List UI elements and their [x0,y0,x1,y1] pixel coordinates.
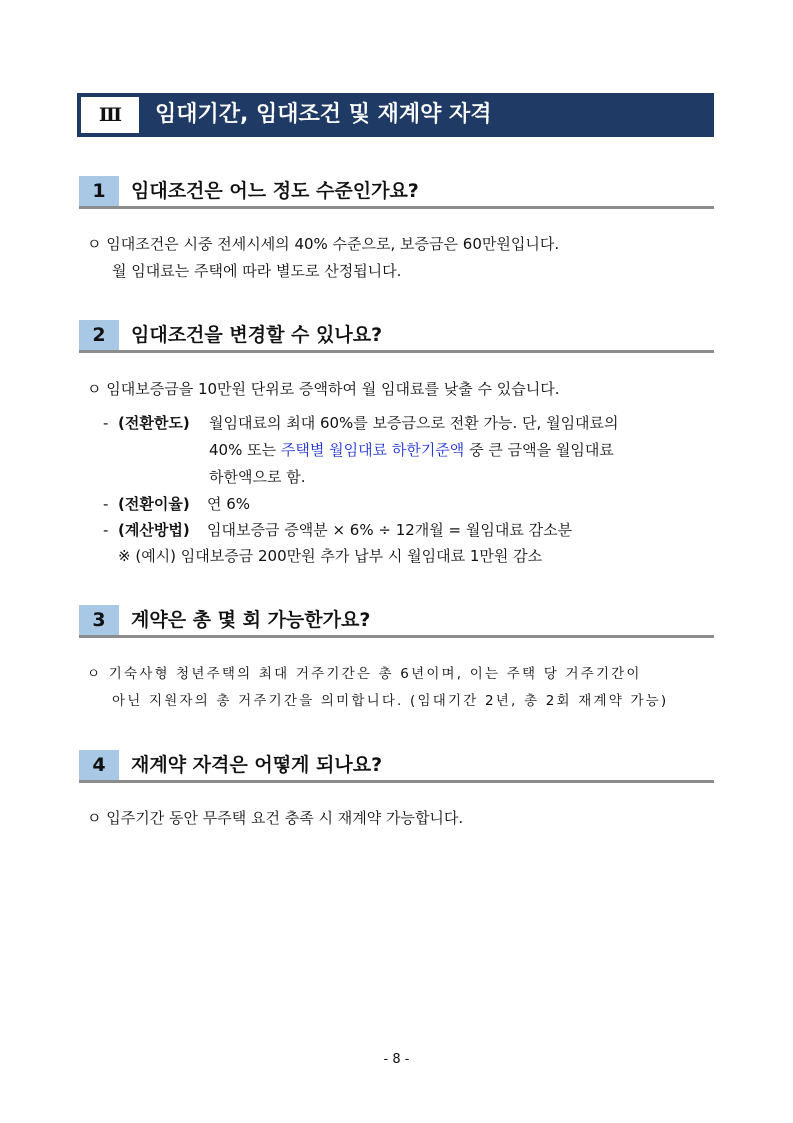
limit-text-highlight: 주택별 월임대료 하한기준액 [280,441,465,459]
chapter-number: Ⅲ [81,97,139,133]
limit-text-2b: 중 큰 금액을 월임대료 [469,441,614,459]
section-4-header [79,750,714,783]
section-1-line-1: ㅇ 임대조건은 시중 전세시세의 40% 수준으로, 보증금은 60만원입니다. [87,235,560,253]
method-dash: - [103,521,109,539]
limit-text-3: 하한액으로 함. [209,468,306,486]
section-title: 임대조건은 어느 정도 수준인가요? [131,180,419,202]
section-number: 4 [79,750,119,780]
section-number: 3 [79,605,119,635]
rate-text: 연 6% [207,495,251,513]
method-text: 임대보증금 증액분 × 6% ÷ 12개월 = 월임대료 감소분 [207,521,573,539]
section-number: 2 [79,320,119,350]
method-label: (계산방법) [118,521,190,539]
section-title: 재계약 자격은 어떻게 되나요? [131,754,383,776]
section-title: 계약은 총 몇 회 가능한가요? [131,609,371,631]
section-4-line-1: ㅇ 입주기간 동안 무주택 요건 충족 시 재계약 가능합니다. [87,809,464,827]
chapter-header [77,93,714,137]
section-1-header [79,176,714,209]
section-2-line-1: ㅇ 임대보증금을 10만원 단위로 증액하여 월 임대료를 낮출 수 있습니다. [87,380,560,398]
rate-dash: - [103,495,109,513]
rate-label: (전환이율) [118,495,190,513]
section-rule [79,206,714,209]
page-number: - 8 - [383,1052,410,1067]
limit-text-2 [209,440,614,460]
section-rule [79,780,714,783]
section-1-line-2: 월 임대료는 주택에 따라 별도로 산정됩니다. [112,262,402,280]
section-3-header [79,605,714,638]
section-2-header [79,320,714,353]
section-number: 1 [79,176,119,206]
limit-label: (전환한도) [118,414,190,432]
section-title: 임대조건을 변경할 수 있나요? [131,324,383,346]
section-3-line-1: ㅇ 기숙사형 청년주택의 최대 거주기간은 총 6년이며, 이는 주택 당 거주기간이 [87,666,642,682]
section-rule [79,635,714,638]
limit-dash: - [103,414,109,432]
section-3-line-2: 아닌 지원자의 총 거주기간을 의미합니다. (임대기간 2년, 총 2회 재계약 가능) [112,693,669,709]
example-note: ※ (예시) 임대보증금 200만원 추가 납부 시 월임대료 1만원 감소 [118,547,543,565]
limit-text-1: 월임대료의 최대 60%를 보증금으로 전환 가능. 단, 월임대료의 [209,414,619,432]
section-rule [79,350,714,353]
limit-text-2a: 40% 또는 [209,441,277,459]
chapter-title: 임대기간, 임대조건 및 재계약 자격 [155,102,492,127]
